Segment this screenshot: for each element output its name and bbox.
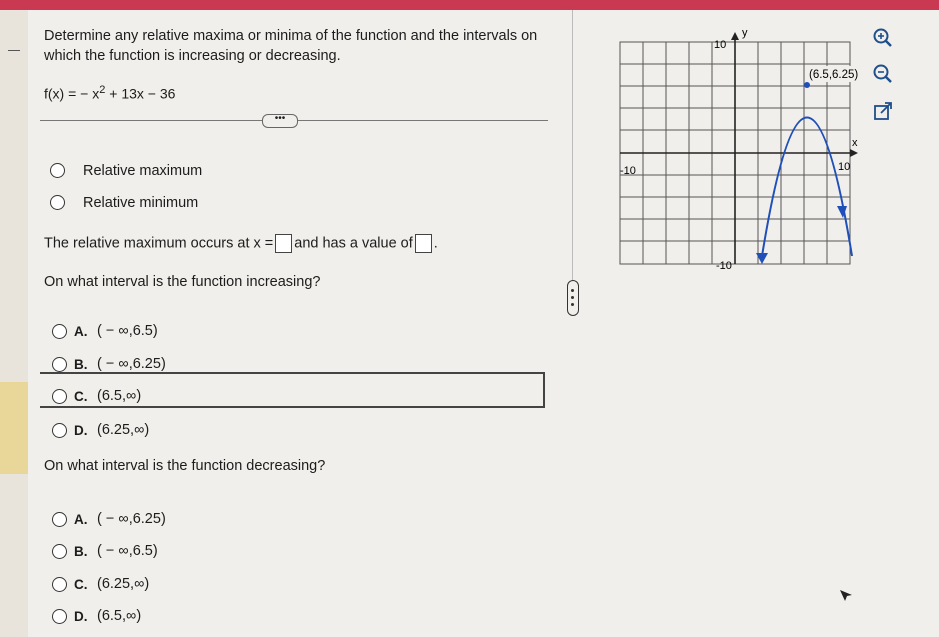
- zoom-in-icon[interactable]: [872, 27, 894, 49]
- decreasing-d-letter: D.: [74, 609, 88, 624]
- increasing-d-text[interactable]: (6.25,∞): [97, 422, 150, 438]
- left-gutter: [0, 10, 28, 637]
- question-prompt: Determine any relative maxima or minima of the function and the intervals on which the function is increasing or decreasing.: [44, 28, 538, 64]
- y-axis-arrow: [731, 32, 739, 40]
- increasing-b-letter: B.: [74, 357, 88, 372]
- radio-decreasing-b[interactable]: [52, 544, 67, 559]
- y-tick-bottom: -10: [716, 260, 732, 272]
- decreasing-b-letter: B.: [74, 544, 88, 559]
- option-relative-minimum[interactable]: Relative minimum: [83, 195, 199, 211]
- gutter-mark: [8, 50, 20, 51]
- function-exponent: 2: [99, 84, 106, 96]
- radio-increasing-b[interactable]: [52, 357, 67, 372]
- radio-increasing-a[interactable]: [52, 324, 67, 339]
- scroll-handle-icon[interactable]: [567, 280, 579, 316]
- function-suffix: + 13x − 36: [105, 85, 176, 102]
- radio-increasing-c[interactable]: [52, 389, 67, 404]
- max-sentence-end: .: [433, 235, 438, 252]
- x-answer-input[interactable]: [275, 234, 292, 253]
- y-axis-label: y: [742, 27, 748, 39]
- external-link-icon[interactable]: [872, 101, 894, 123]
- value-answer-input[interactable]: [415, 234, 432, 253]
- x-tick-left: -10: [620, 165, 636, 177]
- zoom-out-icon[interactable]: [872, 63, 894, 85]
- top-accent-bar: [0, 0, 939, 10]
- increasing-c-text[interactable]: (6.5,∞): [97, 388, 142, 404]
- mouse-cursor-icon: [838, 588, 854, 604]
- radio-decreasing-d[interactable]: [52, 609, 67, 624]
- max-sentence-part1: The relative maximum occurs at x =: [44, 235, 274, 252]
- function-graph: [590, 20, 880, 280]
- vertex-point: [804, 82, 810, 88]
- radio-decreasing-c[interactable]: [52, 577, 67, 592]
- decreasing-d-text[interactable]: (6.5,∞): [97, 608, 142, 624]
- increasing-c-letter: C.: [74, 389, 88, 404]
- function-definition: [44, 84, 175, 102]
- x-tick-right: 10: [838, 161, 851, 173]
- radio-relative-maximum[interactable]: [50, 163, 65, 178]
- increasing-question: On what interval is the function increasing?: [44, 274, 321, 290]
- decreasing-c-letter: C.: [74, 577, 88, 592]
- function-prefix: f(x) = − x: [44, 85, 100, 102]
- vertex-label: (6.5,6.25): [809, 69, 859, 81]
- x-axis-arrow: [850, 149, 858, 157]
- relative-max-sentence: [44, 234, 438, 253]
- max-sentence-part2: and has a value of: [294, 235, 413, 252]
- parabola-curve: [762, 118, 852, 257]
- panel-separator: [572, 10, 573, 280]
- decreasing-b-text[interactable]: ( − ∞,6.5): [97, 543, 158, 559]
- option-relative-maximum[interactable]: Relative maximum: [83, 163, 203, 179]
- expand-more-button[interactable]: •••: [262, 114, 298, 128]
- decreasing-question: On what interval is the function decreasing?: [44, 458, 326, 474]
- decreasing-a-text[interactable]: ( − ∞,6.25): [97, 511, 166, 527]
- increasing-b-text[interactable]: ( − ∞,6.25): [97, 356, 166, 372]
- radio-increasing-d[interactable]: [52, 423, 67, 438]
- increasing-d-letter: D.: [74, 423, 88, 438]
- decreasing-c-text[interactable]: (6.25,∞): [97, 576, 150, 592]
- x-axis-label: x: [852, 137, 858, 149]
- selection-highlight: [0, 382, 28, 474]
- y-tick-top: 10: [714, 39, 727, 51]
- decreasing-a-letter: A.: [74, 512, 88, 527]
- radio-relative-minimum[interactable]: [50, 195, 65, 210]
- radio-decreasing-a[interactable]: [52, 512, 67, 527]
- increasing-a-text[interactable]: ( − ∞,6.5): [97, 323, 158, 339]
- increasing-a-letter: A.: [74, 324, 88, 339]
